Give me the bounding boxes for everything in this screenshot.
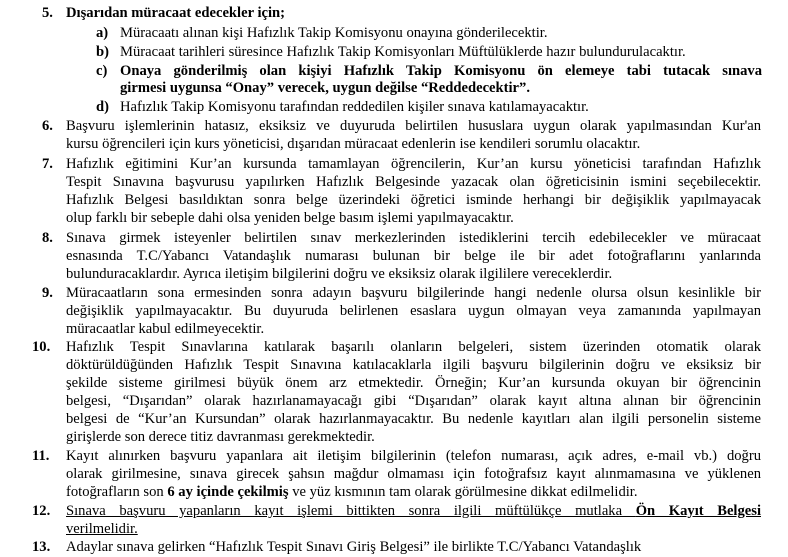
item-line: belgesi de “Kur’an Kursundan” olarak hazırlanmayacaktır. Bu nedenle kayıtları alan ilgili personelin sisteme xyxy=(66,411,761,427)
sub-text: Hafızlık Takip Komisyonu tarafından reddedilen kişiler sınava katılamayacaktır. xyxy=(120,99,589,115)
item-number: 10. xyxy=(32,339,51,355)
item-line: belgesi, “Dışarıdan” olarak hazırlanamayacağı gibi “Dışarıdan” olarak kayıt altına alınan bir öğrencinin xyxy=(66,393,761,409)
item-line xyxy=(66,502,761,521)
item-line: Kayıt alınırken başvuru yapanlara ait iletişim bilgilerinin (telefon numarası, açık adres, e-mail vb.) doğru xyxy=(66,448,761,464)
sub-label: d) xyxy=(96,99,109,115)
item-line: değişiklik yapılmayacaktır. Bu duyuruda belirlenen esaslara uygun olmayan veya zamanında yapılmayan xyxy=(66,303,761,319)
item-number: 13. xyxy=(32,539,51,555)
sub-label: a) xyxy=(96,25,109,41)
item-line: Adaylar sınava gelirken “Hafızlık Tespit Sınavı Giriş Belgesi” ile birlikte T.C/Yabancı Vatandaşlık xyxy=(66,539,642,555)
item-line: Başvuru işlemlerinin hatasız, eksiksiz ve duyuruda belirtilen hususlara uygun olarak yapılmasından Kur'an xyxy=(66,118,761,134)
item-line: bulunduracaklardır. Ayrıca iletişim bilgilerini doğru ve eksiksiz olarak ilgililere vereceklerdir. xyxy=(66,266,613,282)
item-number: 11. xyxy=(32,448,50,464)
item-number: 12. xyxy=(32,503,51,519)
item-number: 9. xyxy=(42,285,53,301)
item-line: Hafızlık Belgesi basıldıktan sonra belge üzerindeki öğretici isminde herhangi bir değişiklik yapılmayacak xyxy=(66,192,761,208)
item-line: Hafızlık eğitimini Kur’an kursunda tamamlayan öğrencilerin, Kur’an kursu yöneticisi tarafından Hafızlık xyxy=(66,156,761,172)
sub-text-line-2: girmesi uygunsa “Onay” verecek, uygun değilse “Reddedecektir”. xyxy=(120,80,530,96)
emphasis-text: 6 ay içinde çekilmiş xyxy=(167,484,289,500)
sub-text-line-1: Onaya gönderilmiş olan kişiyi Hafızlık Takip Komisyonu ön elemeye tabi tutacak sınava xyxy=(120,63,762,79)
item-number: 8. xyxy=(42,230,53,246)
item-line: Tespit Sınavına başvurusu yapılırken Hafızlık Belgesinde yazacak olan öğreticisinin ismini seçebilecektir. xyxy=(66,174,761,190)
item-number: 5. xyxy=(42,5,53,21)
item-line: Müracaatların sona ermesinden sonra adayın başvuru bilgilerinde hangi nedenle olursa olsun kesinlikle bir xyxy=(66,285,761,301)
item-line: verilmelidir. xyxy=(66,521,138,537)
sub-label: c) xyxy=(96,63,108,79)
text-run: fotoğrafların son xyxy=(66,484,168,500)
sub-label: b) xyxy=(96,44,109,60)
item-line: olarak girilmesine, sınava girecek şahsın mağdur olmaması için fotoğrafsız kayıt alınmamasına ve yüklenen xyxy=(66,466,761,482)
item-number: 7. xyxy=(42,156,53,172)
item-line: Sınava girmek isteyenler belirtilen sınav merkezlerinden istediklerini tercih edebilecekler ve müracaat xyxy=(66,230,761,246)
item-heading: Dışarıdan müracaat edecekler için; xyxy=(66,5,286,21)
item-line: kursu öğrencileri için kurs yöneticisi, dışarıdan müracaat edenlerin ise kendileri sorumlu olacaktır. xyxy=(66,136,641,152)
item-line: girişlerde son derece titiz davranması gerekmektedir. xyxy=(66,429,375,445)
item-line: esnasında T.C/Yabancı Vatandaşlık numarası bulunan bir belge ile bir adet fotoğraflarını yanlarında xyxy=(66,248,761,264)
item-line: Hafızlık Tespit Sınavlarına katılarak başarılı olanların belgeleri, sistem üzerinden otomatik olarak xyxy=(66,339,761,355)
sub-text: Müracaatı alınan kişi Hafızlık Takip Komisyonu onayına gönderilecektir. xyxy=(120,25,548,41)
emphasis-text: Ön Kayıt Belgesi xyxy=(635,503,761,519)
item-line xyxy=(66,483,761,502)
item-line: şekilde sisteme girilmesi büyük önem arz etmektedir. Örneğin; Kur’an kursunda okuyan bir öğrencinin xyxy=(66,375,761,391)
item-line: olup farklı bir sebeple dahi olsa yeniden belge basım işlemi yapılmayacaktır. xyxy=(66,210,514,226)
list-item-13 xyxy=(0,538,788,555)
text-run: Sınava başvuru yapanların kayıt işlemi bittikten sonra ilgili müftülükçe mutlaka xyxy=(66,503,636,519)
text-run: ve yüz kısmının tam olarak görülmesine dikkat edilmelidir. xyxy=(288,484,638,500)
sub-text: Müracaat tarihleri süresince Hafızlık Takip Komisyonları Müftülüklerde hazır bulundurulacaktır. xyxy=(120,44,686,60)
item-line: müracaatlar kabul edilmeyecektir. xyxy=(66,321,265,337)
item-number: 6. xyxy=(42,118,53,134)
item-line: döktürüldüğünden Hafızlık Tespit Sınavına katılacaklarla ilgili başvuru bilgilerinin doğru ve eksiksiz bir xyxy=(66,357,761,373)
